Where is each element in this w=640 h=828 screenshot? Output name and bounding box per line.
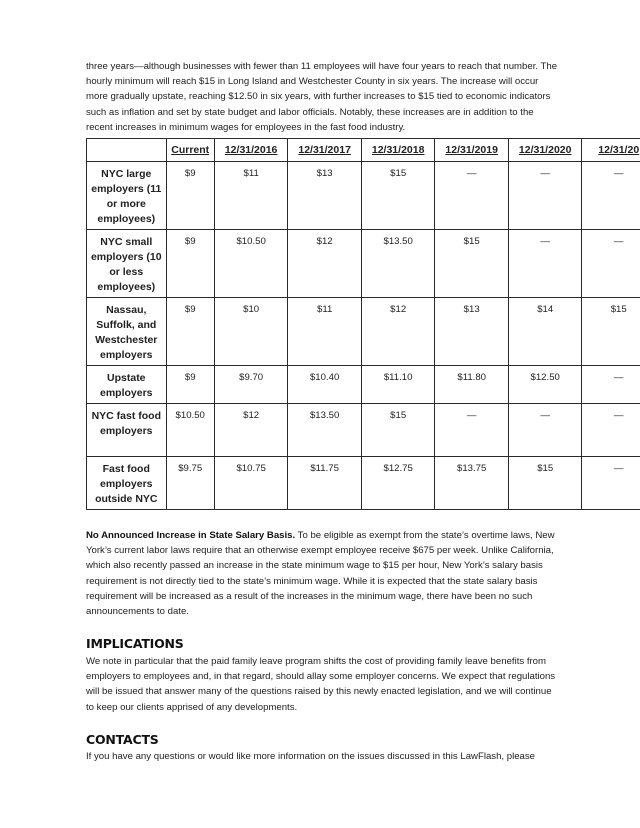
table-cell: $15	[508, 457, 582, 510]
column-header: 12/31/2020	[508, 139, 582, 162]
table-cell: $9.70	[214, 366, 288, 404]
salary-basis-lead: No Announced Increase in State Salary Basis.	[86, 530, 296, 541]
contacts-paragraph: If you have any questions or would like more information on the issues discussed in this LawFlash, please	[86, 751, 536, 762]
column-header: 12/31/2016	[214, 139, 288, 162]
table-cell: $10.50	[214, 230, 288, 298]
table-cell: $13	[288, 162, 362, 230]
row-label: NYC large employers (11 or more employees)	[87, 162, 167, 230]
column-header: Current	[166, 139, 214, 162]
salary-basis-text: To be eligible as exempt from the state’s overtime laws, New York’s current labor laws require that an otherwise exempt employee receive $675 per week. Unlike California, which also recently passed an increase in the state minimum wage to $15 per hour, New York’s salary basis requirement is not directly tied to the state’s minimum wage. While it is expected that the state salary basis requirement will be increased as a result of the increases in the minimum wage, there have been no such announcements to date.	[86, 530, 555, 618]
table-cell: $13	[435, 298, 509, 366]
implications-paragraph: We note in particular that the paid family leave program shifts the cost of providing family leave benefits from employers to employees and, in that regard, should allay some employer concerns. We expect that regulations will be issued that answer many of the questions raised by this newly enacted legislation, and we will continue to keep our clients apprised of any developments.	[86, 656, 556, 713]
table-cell: $9	[166, 230, 214, 298]
table-cell: $11.10	[361, 366, 435, 404]
table-cell: —	[435, 162, 509, 230]
table-cell: —	[508, 230, 582, 298]
row-label: NYC small employers (10 or less employees)	[87, 230, 167, 298]
table-cell: —	[435, 404, 509, 457]
table-cell: —	[582, 457, 640, 510]
column-header: 12/31/20	[582, 139, 640, 162]
table-row	[87, 230, 640, 298]
table-cell: $9.75	[166, 457, 214, 510]
minimum-wage-table	[86, 138, 640, 510]
table-cell: $12.75	[361, 457, 435, 510]
row-label: NYC fast food employers	[87, 404, 167, 457]
table-cell: —	[508, 404, 582, 457]
table-cell: $11.80	[435, 366, 509, 404]
row-label: Upstate employers	[87, 366, 167, 404]
column-header: 12/31/2017	[288, 139, 362, 162]
intro-paragraph: three years—although businesses with fewer than 11 employees will have four years to reach that number. The hourly minimum will reach $15 in Long Island and Westchester County in six years. The increase will occur more gradually upstate, reaching $12.50 in six years, with further increases to $15 tied to economic indicators such as inflation and set by state budget and labor officials. Notably, these increases are in addition to the recent increases in minimum wages for employees in the fast food industry.	[86, 61, 558, 133]
table-cell: $12	[361, 298, 435, 366]
table-row	[87, 366, 640, 404]
table-cell: $11	[214, 162, 288, 230]
column-header: 12/31/2019	[435, 139, 509, 162]
table-cell: $14	[508, 298, 582, 366]
table-cell: —	[508, 162, 582, 230]
table-cell: $12	[214, 404, 288, 457]
table-cell: $12.50	[508, 366, 582, 404]
table-header-row	[87, 139, 640, 162]
table-cell: $9	[166, 298, 214, 366]
table-row	[87, 404, 640, 457]
table-cell: $13.50	[288, 404, 362, 457]
table-cell: —	[582, 162, 640, 230]
contacts-heading: CONTACTS	[86, 732, 159, 747]
table-cell: $10.75	[214, 457, 288, 510]
row-label: Fast food employers outside NYC	[87, 457, 167, 510]
corner-cell	[87, 139, 167, 162]
table-cell: $13.50	[361, 230, 435, 298]
implications-heading: IMPLICATIONS	[86, 636, 184, 651]
table-cell: $11	[288, 298, 362, 366]
table-cell: $9	[166, 162, 214, 230]
table-cell: $15	[435, 230, 509, 298]
table-cell: $12	[288, 230, 362, 298]
table-cell: $9	[166, 366, 214, 404]
table-cell: $11.75	[288, 457, 362, 510]
table-row	[87, 162, 640, 230]
table-cell: $13.75	[435, 457, 509, 510]
table-row	[87, 457, 640, 510]
table-cell: $10.50	[166, 404, 214, 457]
salary-basis-paragraph	[86, 528, 562, 619]
table-row	[87, 298, 640, 366]
table-cell: —	[582, 366, 640, 404]
table-cell: $15	[361, 162, 435, 230]
table-cell: $10	[214, 298, 288, 366]
table-cell: $10.40	[288, 366, 362, 404]
row-label: Nassau, Suffolk, and Westchester employers	[87, 298, 167, 366]
table-cell: —	[582, 404, 640, 457]
table-cell: $15	[361, 404, 435, 457]
table-cell: —	[582, 230, 640, 298]
column-header: 12/31/2018	[361, 139, 435, 162]
table-cell: $15	[582, 298, 640, 366]
